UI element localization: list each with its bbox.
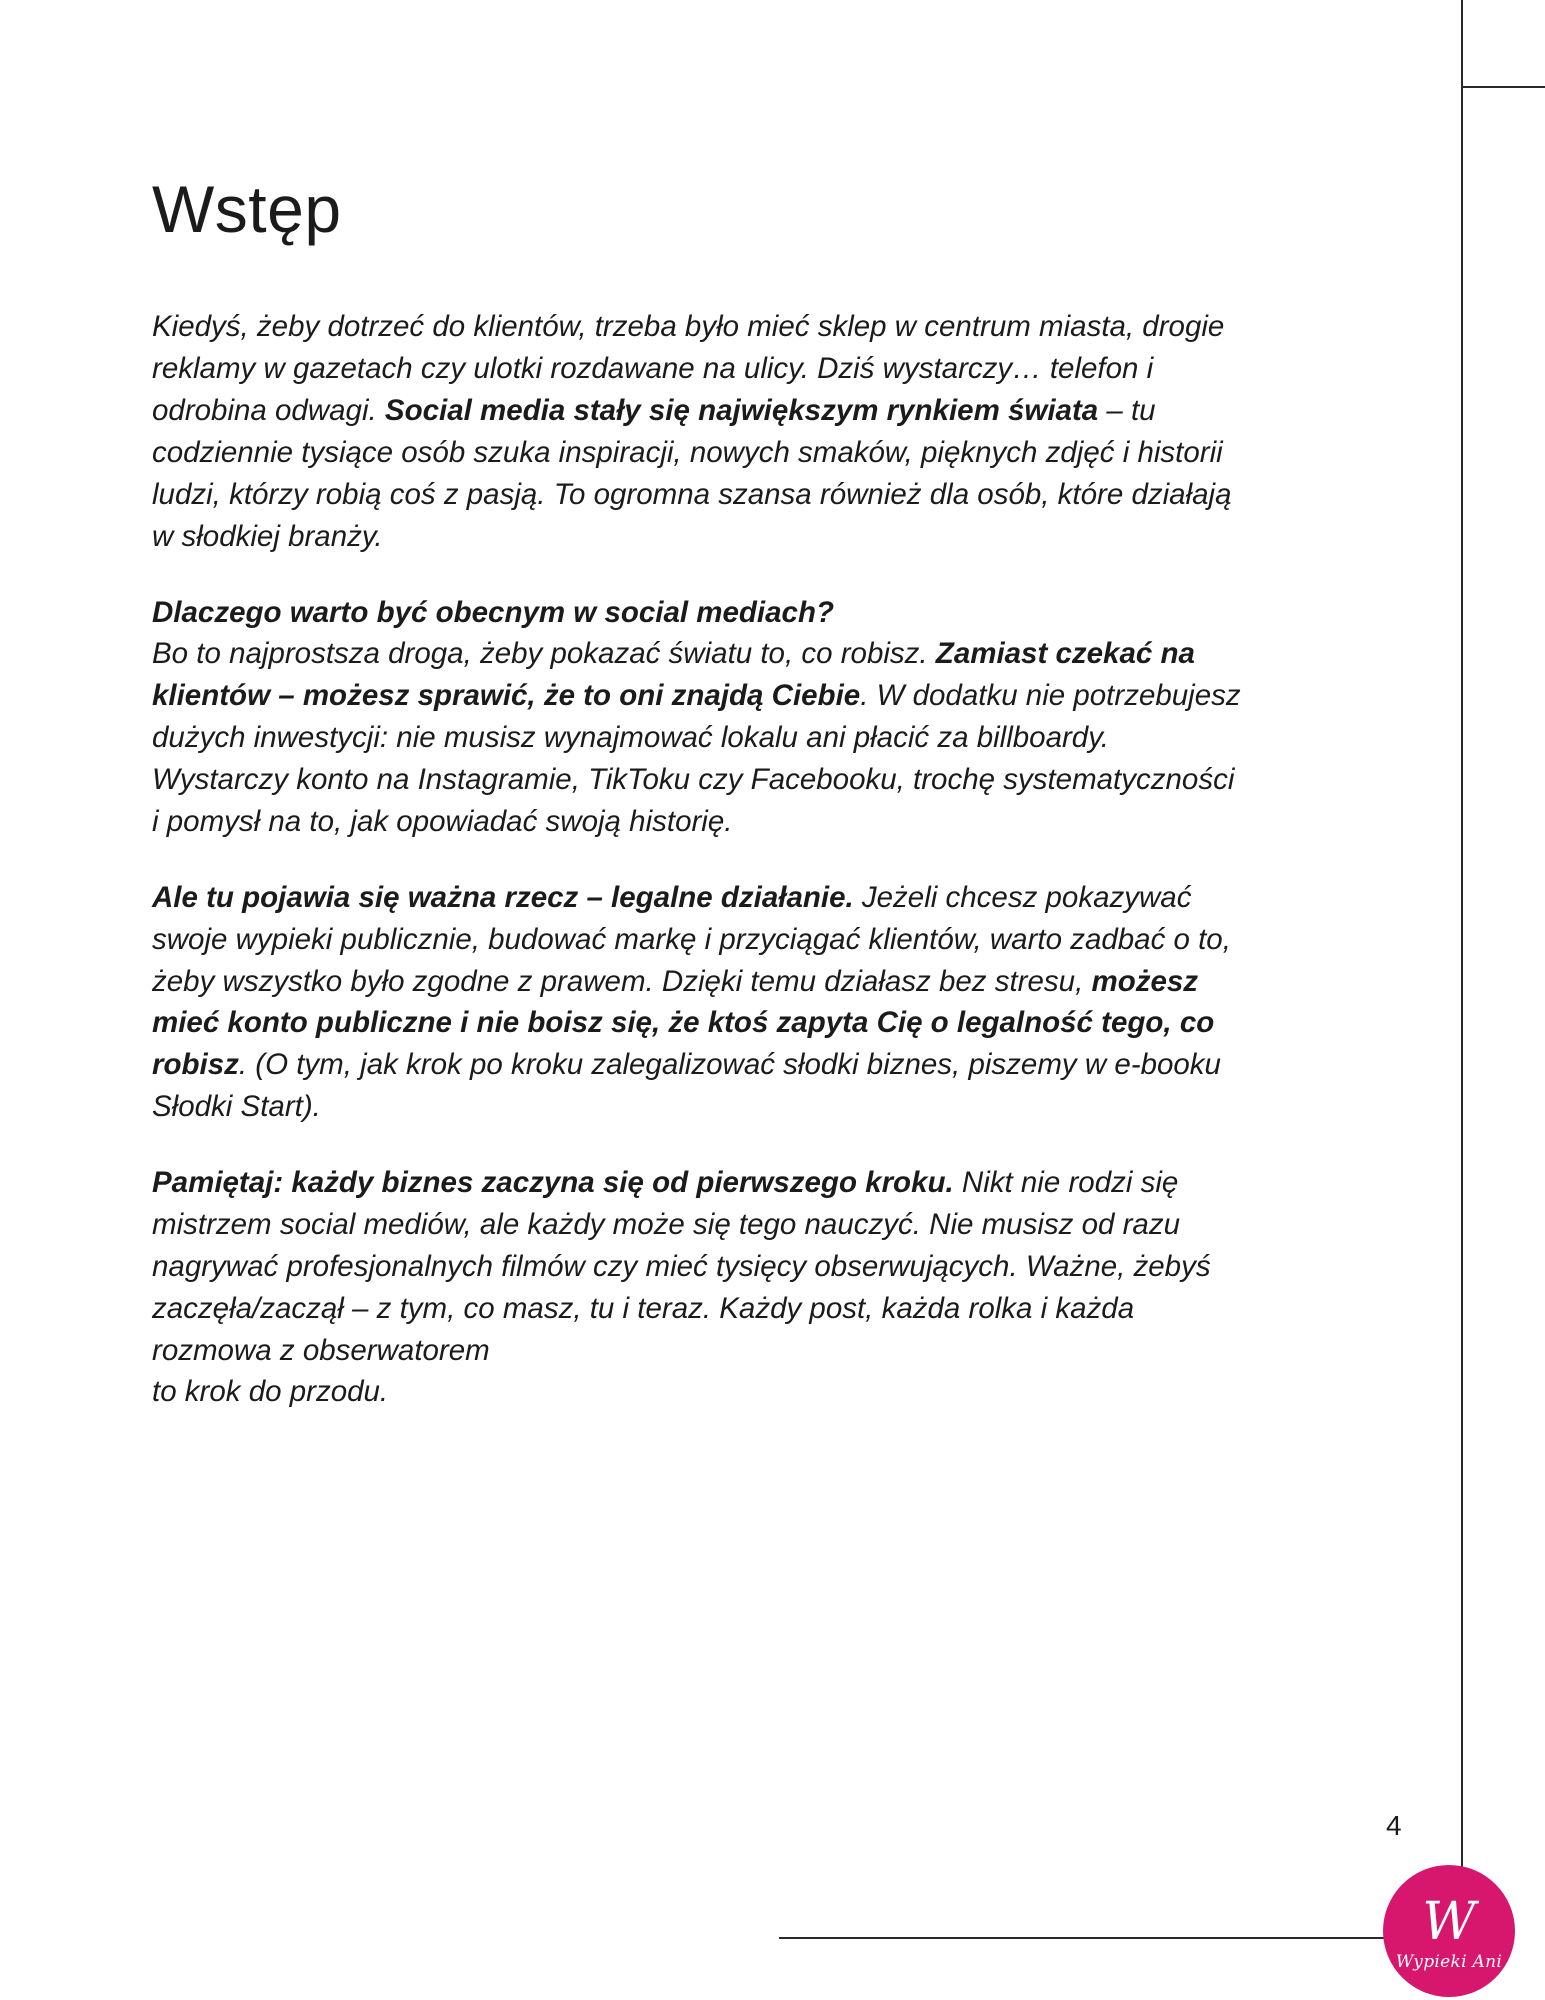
text-run: Kiedyś, żeby dotrzeć do klientów, trzeba było mieć sklep w centrum miasta, drogie reklamy w gazetach czy ulotki rozdawane na ulicy. Dziś wystarczy… telefon i odrobina odwagi. bbox=[152, 310, 1225, 428]
text-run: . W dodatku nie potrzebujesz dużych inwestycji: nie musisz wynajmować lokalu ani płacić za billboardy. Wystarczy konto na Instagramie, TikToku czy Facebooku, trochę systematyczności i pomysł na to, jak opowiadać swoją historię. bbox=[152, 679, 1241, 838]
text-run: Dlaczego warto być obecnym w social mediach? bbox=[152, 595, 834, 629]
text-run: Ale tu pojawia się ważna rzecz – legalne działanie. bbox=[152, 880, 854, 914]
text-run: to krok do przodu. bbox=[152, 1375, 389, 1409]
brand-logo bbox=[1383, 1865, 1515, 1997]
logo-monogram: W bbox=[1422, 1892, 1476, 1952]
text-run: Nikt nie rodzi się mistrzem social mediów, ale każdy może się tego nauczyć. Nie musisz od razu nagrywać profesjonalnych filmów czy mieć tysięcy obserwujących. Ważne, żebyś zaczęła/zaczął – z tym, co masz, tu i teraz. Każdy post, każda rolka i każda rozmowa z obserwatorem bbox=[152, 1166, 1211, 1367]
text-run: . (O tym, jak krok po kroku zalegalizować słodki biznes, piszemy w e-booku Słodki Start). bbox=[152, 1048, 1221, 1124]
page-title: Wstęp bbox=[152, 172, 342, 246]
paragraph-why-social-media bbox=[152, 592, 1247, 843]
decorative-vertical-rule bbox=[1461, 0, 1463, 1938]
text-run: możesz mieć konto publiczne i nie boisz się, że ktoś zapyta Cię o legalność tego, co robisz bbox=[152, 964, 1215, 1082]
text-run: – tu codziennie tysiące osób szuka inspiracji, nowych smaków, pięknych zdjęć i historii ludzi, którzy robią coś z pasją. To ogromna szansa również dla osób, które działają w słodkiej branży. bbox=[152, 394, 1232, 553]
page-number: 4 bbox=[1386, 1810, 1402, 1841]
paragraph-intro bbox=[152, 306, 1247, 557]
paragraph-legal bbox=[152, 877, 1247, 1128]
text-run: Zamiast czekać na klientów – możesz sprawić, że to oni znajdą Ciebie bbox=[152, 637, 1195, 713]
paragraph-remember bbox=[152, 1162, 1247, 1413]
decorative-top-rule bbox=[1461, 86, 1545, 88]
text-run: Bo to najprostsza droga, żeby pokazać światu to, co robisz. bbox=[152, 637, 936, 671]
page-content bbox=[152, 172, 1302, 1413]
logo-brand-name: Wypieki Ani bbox=[1395, 1952, 1503, 1972]
text-run: Pamiętaj: każdy biznes zaczyna się od pierwszego kroku. bbox=[152, 1166, 954, 1200]
body-text bbox=[152, 306, 1302, 1413]
text-run: Jeżeli chcesz pokazywać swoje wypieki publicznie, budować markę i przyciągać klientów, warto zadbać o to, żeby wszystko było zgodne z prawem. Dzięki temu działasz bez stresu, bbox=[152, 880, 1231, 998]
decorative-bottom-rule bbox=[779, 1937, 1463, 1939]
text-run: Social media stały się największym rynkiem świata bbox=[384, 394, 1099, 428]
